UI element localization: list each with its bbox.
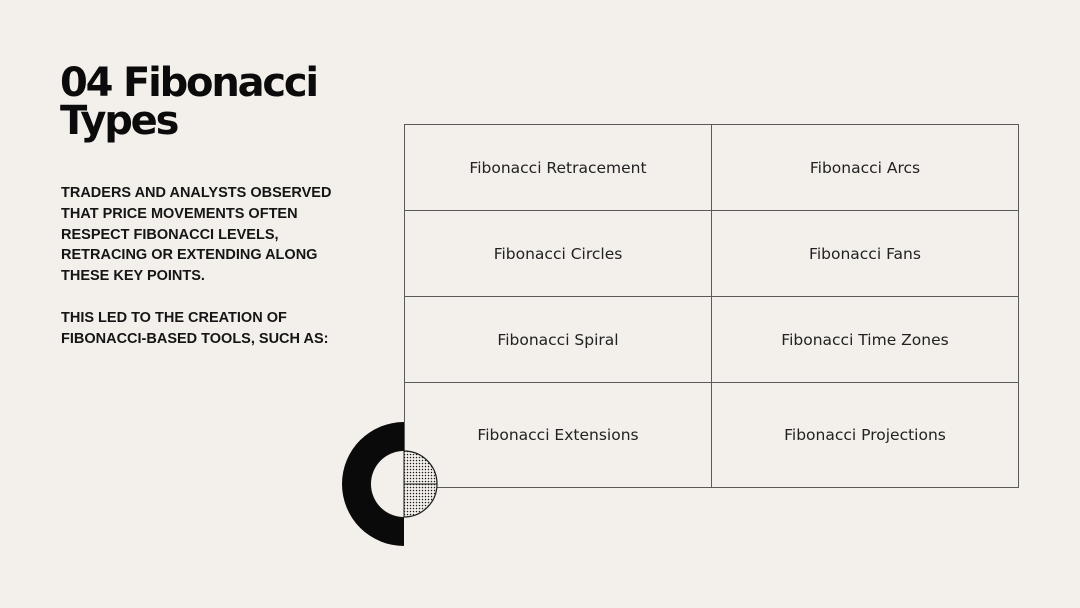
table-cell: Fibonacci Retracement [405, 125, 712, 211]
fibonacci-tools-table [404, 124, 1019, 488]
tools-intro-paragraph: THIS LED TO THE CREATION OF FIBONACCI-BASED TOOLS, SUCH AS: [61, 310, 329, 347]
table-row [405, 383, 1019, 488]
table-cell: Fibonacci Circles [405, 211, 712, 297]
intro-paragraph: TRADERS AND ANALYSTS OBSERVED THAT PRICE MOVEMENTS OFTEN RESPECT FIBONACCI LEVELS, RETRACING OR EXTENDING ALONG THESE KEY POINTS. [61, 185, 332, 285]
table-row [405, 125, 1019, 211]
table-cell: Fibonacci Projections [712, 383, 1019, 488]
table-row [405, 297, 1019, 383]
table-cell: Fibonacci Fans [712, 211, 1019, 297]
half-ring-decoration-icon [340, 420, 442, 548]
title-line-1: 04 Fibonacci [60, 60, 317, 106]
table-cell: Fibonacci Time Zones [712, 297, 1019, 383]
table-cell: Fibonacci Extensions [405, 383, 712, 488]
slide-title [60, 60, 380, 144]
table-cell: Fibonacci Spiral [405, 297, 712, 383]
table-row [405, 211, 1019, 297]
table-cell: Fibonacci Arcs [712, 125, 1019, 211]
title-line-2: Types [60, 98, 178, 144]
